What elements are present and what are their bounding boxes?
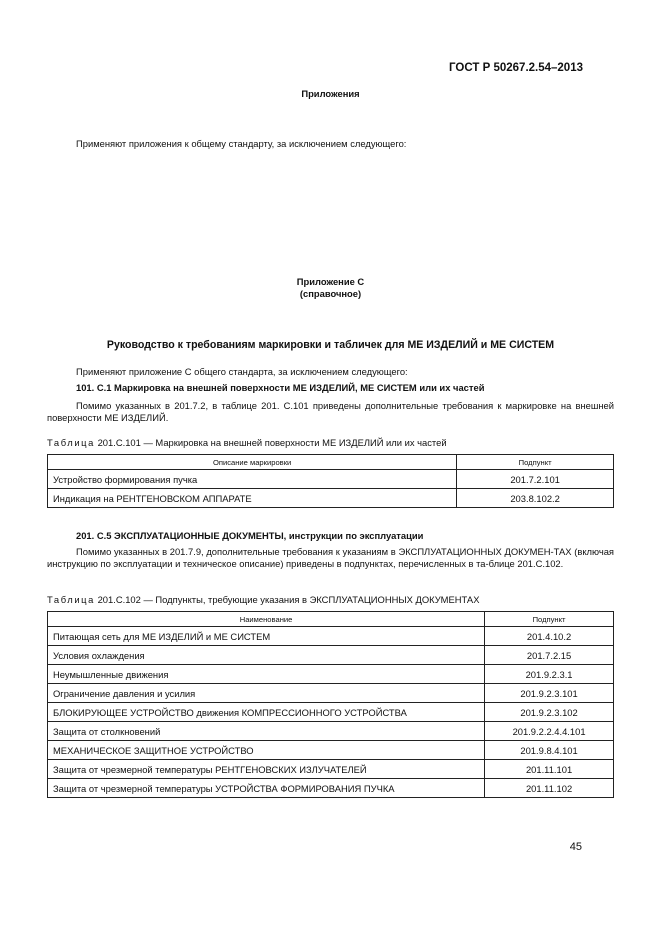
- table-row: [48, 665, 614, 684]
- table-cell-clause: 201.4.10.2: [485, 627, 614, 646]
- table-cell-name: Защита от чрезмерной температуры УСТРОЙСТВА ФОРМИРОВАНИЯ ПУЧКА: [48, 779, 485, 798]
- table-row: [48, 646, 614, 665]
- table-row: [48, 779, 614, 798]
- table-cell-clause: 203.8.102.2: [457, 489, 614, 508]
- section-c1-text: Помимо указанных в 201.7.2, в таблице 201. С.101 приведены дополнительные требования к маркировке на внешней поверхности МЕ ИЗДЕЛИЙ.: [47, 400, 614, 423]
- table-cell-clause: 201.9.2.3.1: [485, 665, 614, 684]
- table1-col-clause: Подпункт: [457, 455, 614, 470]
- appendix-intro: Применяют приложение С общего стандарта, за исключением следующего:: [76, 366, 408, 377]
- table-cell-description: Устройство формирования пучка: [48, 470, 457, 489]
- table-cell-clause: 201.9.2.3.101: [485, 684, 614, 703]
- table-cell-clause: 201.9.2.3.102: [485, 703, 614, 722]
- section-c5-title: 201. С.5 ЭКСПЛУАТАЦИОННЫЕ ДОКУМЕНТЫ, инструкции по эксплуатации: [76, 530, 424, 541]
- table2-caption: [47, 594, 479, 605]
- table-cell-name: Ограничение давления и усилия: [48, 684, 485, 703]
- document-id: ГОСТ Р 50267.2.54–2013: [449, 62, 583, 74]
- table1-caption-label: Таблица: [47, 437, 95, 448]
- appendix-title: [47, 276, 614, 300]
- table1-col-description: Описание маркировки: [48, 455, 457, 470]
- table2-col-name: Наименование: [48, 612, 485, 627]
- table-cell-clause: 201.7.2.101: [457, 470, 614, 489]
- table2-header-row: [48, 612, 614, 627]
- table-row: [48, 489, 614, 508]
- table-cell-clause: 201.9.2.2.4.4.101: [485, 722, 614, 741]
- table-cell-name: Защита от столкновений: [48, 722, 485, 741]
- table-cell-name: МЕХАНИЧЕСКОЕ ЗАЩИТНОЕ УСТРОЙСТВО: [48, 741, 485, 760]
- table-row: [48, 684, 614, 703]
- table1-caption-text: 201.С.101 — Маркировка на внешней поверхности МЕ ИЗДЕЛИЙ или их частей: [94, 437, 447, 448]
- table-row: [48, 760, 614, 779]
- table2-col-clause: Подпункт: [485, 612, 614, 627]
- table-cell-name: БЛОКИРУЮЩЕЕ УСТРОЙСТВО движения КОМПРЕССИОННОГО УСТРОЙСТВА: [48, 703, 485, 722]
- table-row: [48, 470, 614, 489]
- table2-caption-label: Таблица: [47, 594, 95, 605]
- table1-caption: [47, 437, 447, 448]
- table-cell-name: Неумышленные движения: [48, 665, 485, 684]
- table-cell-name: Защита от чрезмерной температуры РЕНТГЕНОВСКИХ ИЗЛУЧАТЕЛЕЙ: [48, 760, 485, 779]
- table-cell-clause: 201.7.2.15: [485, 646, 614, 665]
- table-cell-description: Индикация на РЕНТГЕНОВСКОМ АППАРАТЕ: [48, 489, 457, 508]
- table1-header-row: [48, 455, 614, 470]
- table-cell-clause: 201.9.8.4.101: [485, 741, 614, 760]
- table-row: [48, 722, 614, 741]
- table-marking: [47, 454, 614, 508]
- section-c1-title: 101. C.1 Маркировка на внешней поверхности МЕ ИЗДЕЛИЙ, МЕ СИСТЕМ или их частей: [76, 382, 485, 393]
- intro-text: Применяют приложения к общему стандарту, за исключением следующего:: [76, 138, 407, 149]
- table-row: [48, 703, 614, 722]
- section-title: Приложения: [301, 88, 360, 99]
- table2-caption-text: 201.С.102 — Подпункты, требующие указания в ЭКСПЛУАТАЦИОННЫХ ДОКУМЕНТАХ: [94, 594, 480, 605]
- table-cell-name: Питающая сеть для МЕ ИЗДЕЛИЙ и МЕ СИСТЕМ: [48, 627, 485, 646]
- table-operating-docs: [47, 611, 614, 798]
- table-row: [48, 627, 614, 646]
- table-cell-name: Условия охлаждения: [48, 646, 485, 665]
- section-c5-text: Помимо указанных в 201.7.9, дополнительные требования к указаниям в ЭКСПЛУАТАЦИОННЫХ ДОКУМЕН-ТАХ (включая инструкцию по эксплуатации и техническое описание) приведены в подпунктах, перечисленных в та-блице 201.С.102.: [47, 546, 614, 569]
- table-cell-clause: 201.11.102: [485, 779, 614, 798]
- table-cell-clause: 201.11.101: [485, 760, 614, 779]
- page-number: 45: [569, 841, 582, 853]
- table-row: [48, 741, 614, 760]
- appendix-title-line1: Приложение С: [296, 276, 365, 287]
- appendix-title-line2: (справочное): [299, 288, 362, 299]
- appendix-heading: Руководство к требованиям маркировки и табличек для МЕ ИЗДЕЛИЙ и МЕ СИСТЕМ: [106, 339, 555, 351]
